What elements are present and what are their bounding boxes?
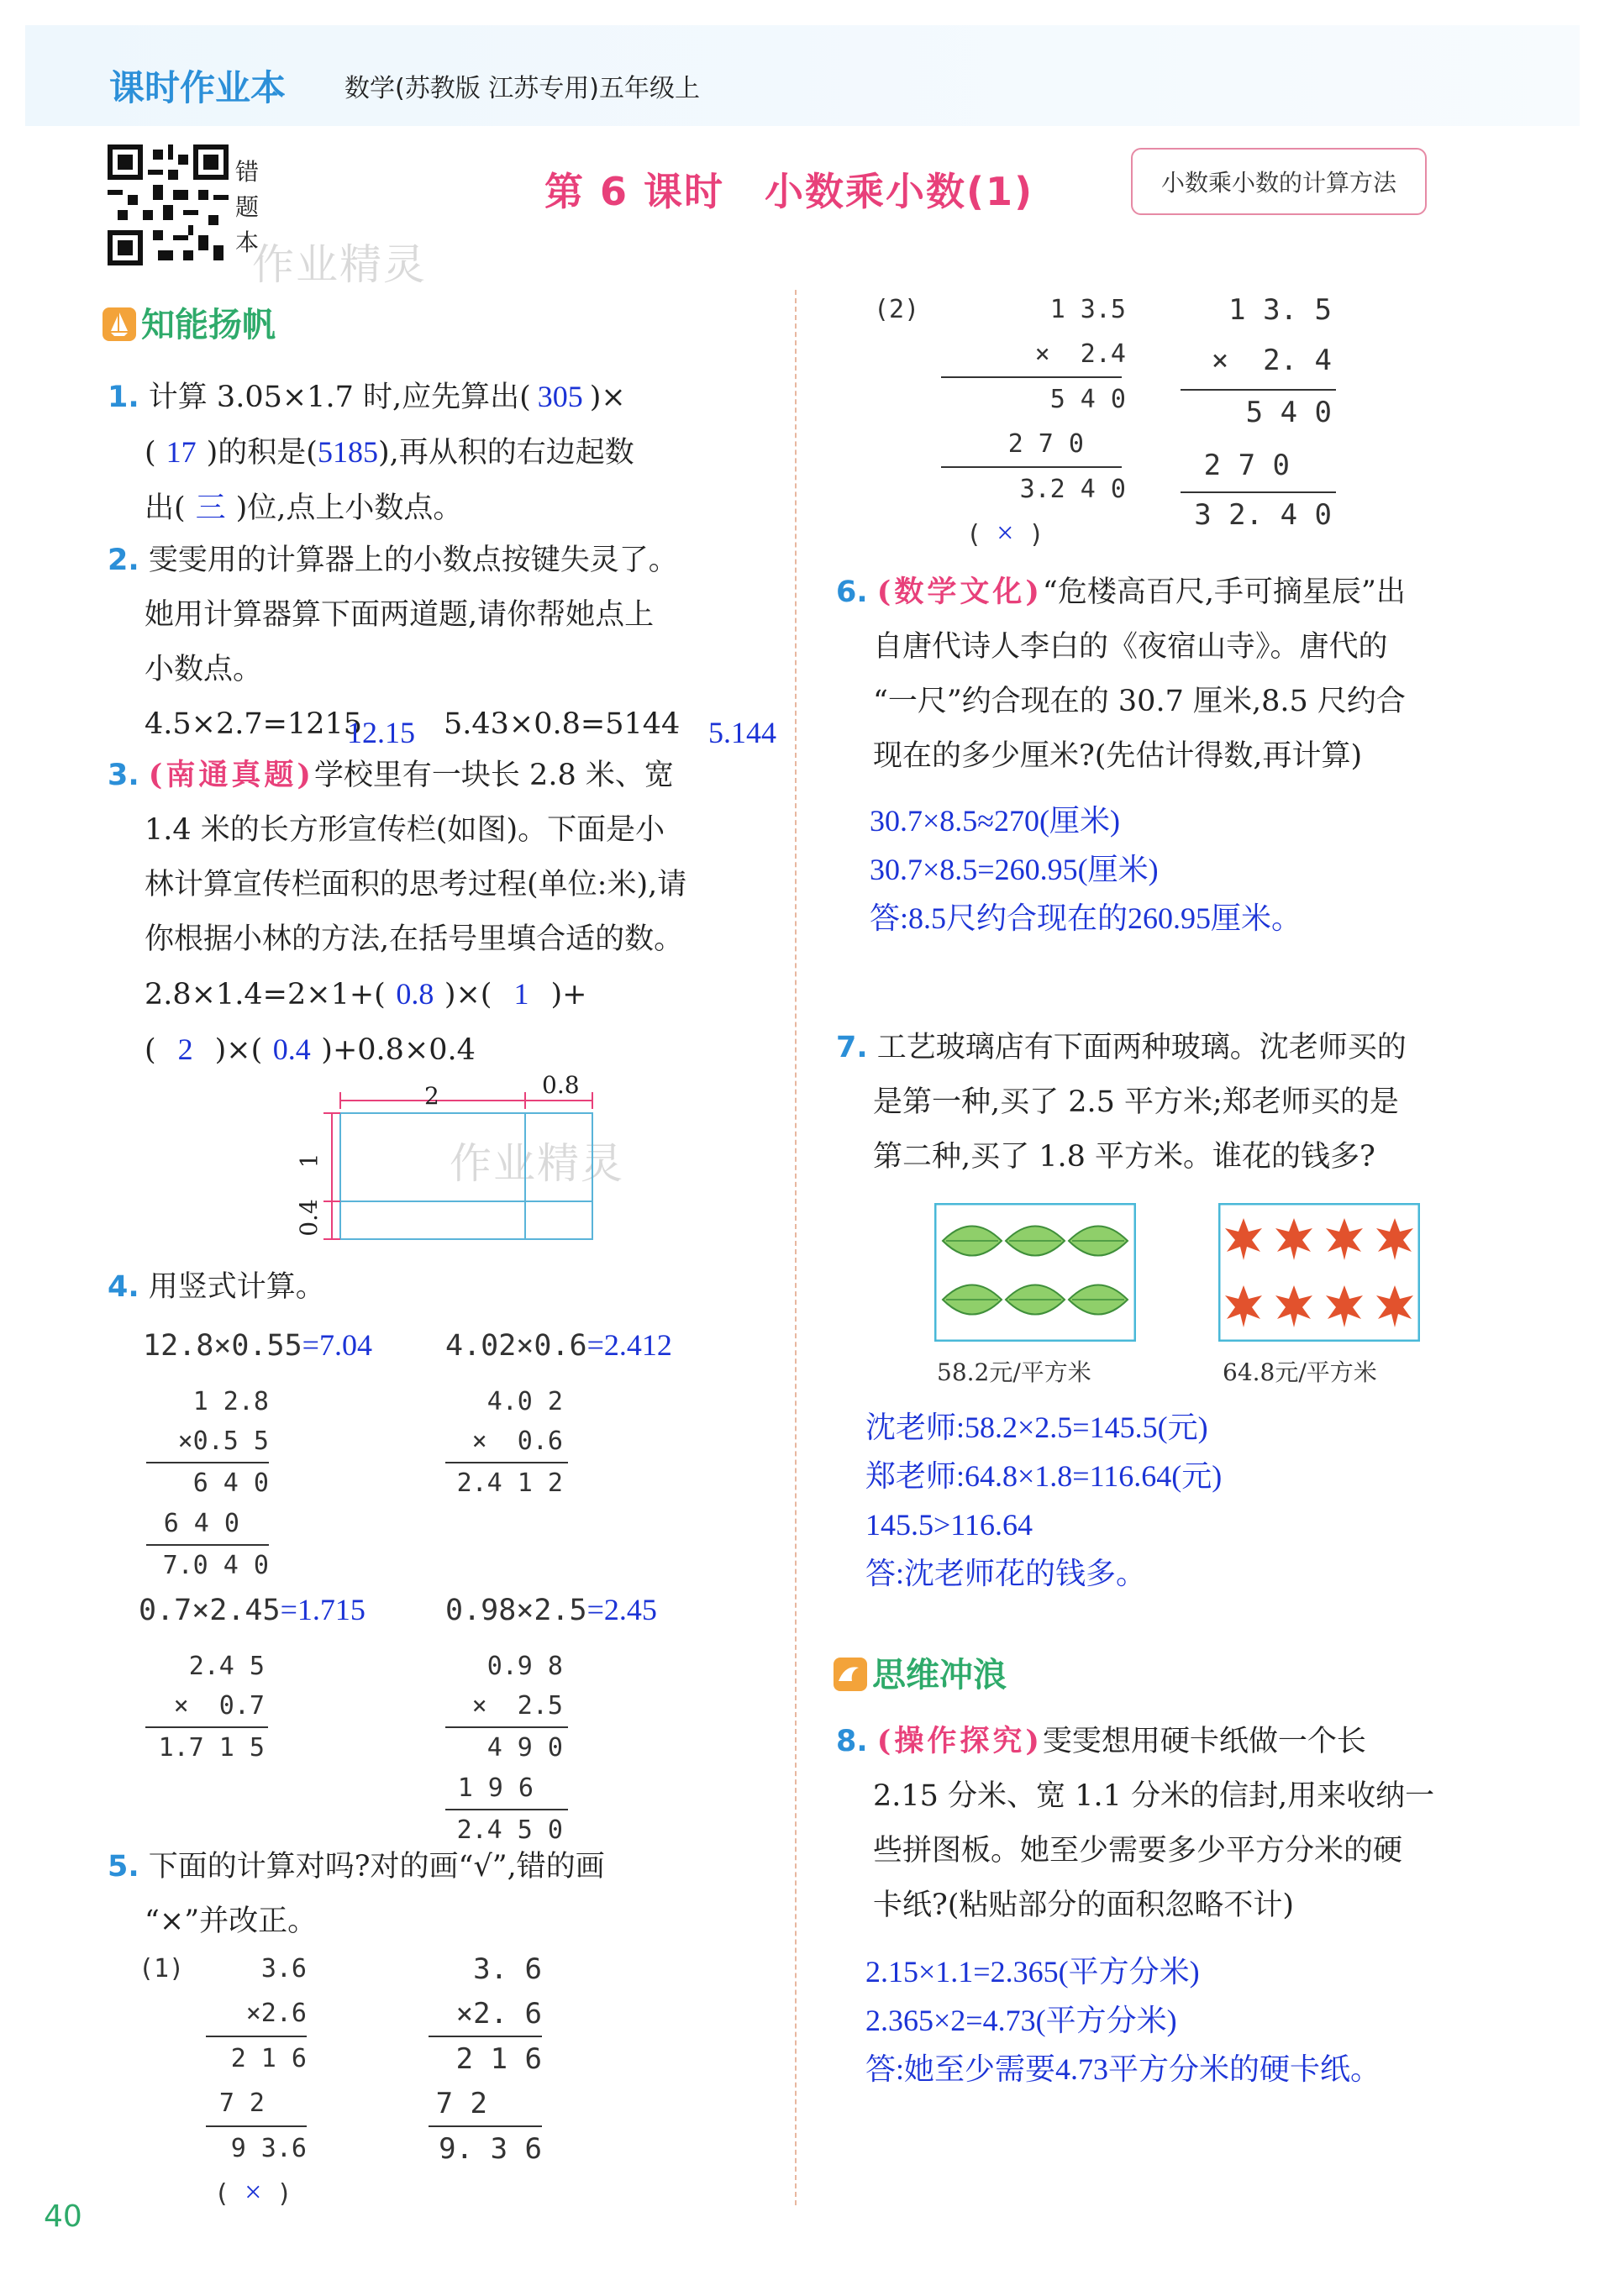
- dim-label: 0.4: [294, 1199, 323, 1237]
- vertical-calc: 4.02×0.6=2.412 4.0 2 × 0.6 2.4 1 2: [445, 1328, 672, 1498]
- qr-code[interactable]: [108, 144, 229, 269]
- answer-block: 2.15×1.1=2.365(平方分米) 2.365×2=4.73(平方分米) 答:她至少需要4.73平方分米的硬卡纸。: [865, 1955, 1381, 2086]
- answer-text: =2.412: [586, 1328, 672, 1362]
- dim-label: 1: [295, 1153, 323, 1169]
- price-label: 58.2元/平方米: [937, 1358, 1091, 1386]
- question-1: 1. 计算 3.05×1.7 时,应先算出( 305 )× ( 17 )的积是(5185),再从积的右边起数 出( 三 )位,点上小数点。: [108, 370, 780, 536]
- answer-text: =7.04: [302, 1328, 372, 1362]
- answer-blank: 5185: [317, 435, 378, 469]
- lesson-title: 第 6 课时 小数乘小数(1): [544, 169, 1034, 214]
- book-subtitle: 数学(苏教版 江苏专用)五年级上: [344, 74, 700, 103]
- question-tag: (操作探究): [876, 1724, 1043, 1758]
- dim-label: 2: [424, 1082, 439, 1110]
- answer-blank: 0.4: [272, 1032, 311, 1066]
- topic-tag: 小数乘小数的计算方法: [1131, 148, 1427, 215]
- qr-label: 错 题 本: [235, 158, 260, 256]
- vertical-calc: (1) 3.6 ×2.6 2 1 6 7 2 9 3.6 ( × ): [139, 1954, 307, 2209]
- answer-blank: 三: [195, 491, 226, 524]
- answer-blank: 305: [537, 380, 583, 413]
- answer-blank: 2: [177, 1032, 193, 1066]
- vertical-calc: 12.8×0.55=7.04 1 2.8 ×0.5 5 6 4 0 6 4 0 7.0 4 0: [143, 1328, 372, 1580]
- brand-title: 课时作业本: [109, 67, 287, 108]
- column-divider: [795, 290, 797, 2205]
- vertical-calc: (2) 1 3.5 × 2.4 5 4 0 2 7 0 3.2 4 0 ( × ): [874, 295, 1126, 549]
- answer-mark: ×: [245, 2175, 262, 2209]
- question-2: 2. 雯雯用的计算器上的小数点按键失灵了。 她用计算器算下面两道题,请你帮她点上 小数点。 4.5×2.7=1215 12.15 5.43×0.8=5144 5.144: [108, 533, 780, 752]
- section-heading: 思维冲浪: [834, 1648, 1007, 1696]
- answer-block: 30.7×8.5≈270(厘米) 30.7×8.5=260.95(厘米) 答:8.5尺约合现在的260.95厘米。: [870, 804, 1302, 935]
- vertical-calc: 0.98×2.5=2.45 0.9 8 × 2.5 4 9 0 1 9 6 2.4 5 0: [445, 1593, 657, 1845]
- question-5: 5. 下面的计算对吗?对的画“√”,错的画 “×”并改正。: [108, 1850, 605, 1938]
- answer-text: =2.45: [586, 1593, 657, 1626]
- answer-blank: 0.8: [396, 977, 434, 1011]
- glass-type-2-image: [1218, 1203, 1420, 1345]
- question-4: 4. 用竖式计算。: [108, 1270, 325, 1304]
- question-6: 6. (数学文化)“危楼高百尺,手可摘星辰”出 自唐代诗人李白的《夜宿山寺》。唐代的 “一尺”约合现在的 30.7 厘米,8.5 尺约合 现在的多少厘米?(先估计得数,再计算): [836, 575, 1406, 773]
- question-8: 8. (操作探究)雯雯想用硬卡纸做一个长 2.15 分米、宽 1.1 分米的信封,用来收纳一 些拼图板。她至少需要多少平方分米的硬 卡纸?(粘贴部分的面积忽略不计): [836, 1724, 1435, 1922]
- answer-text: 5.144: [708, 716, 776, 749]
- question-3: 3. (南通真题)学校里有一块长 2.8 米、宽 1.4 米的长方形宣传栏(如图)。下面是小 林计算宣传栏面积的思考过程(单位:米),请 你根据小林的方法,在括号里填合适的数。 2.8×1.4=2×1+( 0.8 )×( 1 )+ ( 2 )×( 0.4 )+0.8×0.4: [108, 748, 780, 1078]
- watermark: 作业精灵: [252, 240, 427, 289]
- sailboat-icon: [103, 307, 136, 341]
- correction-calc: 3. 6 ×2. 6 2 1 6 7 2 9. 3 6: [429, 1949, 597, 2201]
- page-number: 40: [44, 2199, 82, 2234]
- answer-mark: ×: [997, 516, 1014, 549]
- answer-block: 沈老师:58.2×2.5=145.5(元) 郑老师:64.8×1.8=116.64(元) 145.5>116.64 答:沈老师花的钱多。: [865, 1411, 1223, 1590]
- section-heading: 知能扬帆: [103, 298, 276, 346]
- vertical-calc: 0.7×2.45=1.715 2.4 5 × 0.7 1.7 1 5: [139, 1593, 366, 1763]
- dim-label: 0.8: [542, 1071, 580, 1099]
- answer-blank: 1: [513, 977, 529, 1011]
- question-7: 7. 工艺玻璃店有下面两种玻璃。沈老师买的 是第一种,买了 2.5 平方米;郑老师买的是 第二种,买了 1.8 平方米。谁花的钱多?: [836, 1031, 1407, 1174]
- watermark-figure: 作业精灵: [450, 1139, 624, 1188]
- question-tag: (数学文化): [876, 575, 1043, 609]
- question-tag: (南通真题): [148, 758, 314, 792]
- price-label: 64.8元/平方米: [1223, 1358, 1377, 1386]
- answer-text: =1.715: [280, 1593, 366, 1626]
- answer-blank: 17: [166, 435, 197, 469]
- wave-icon: [834, 1658, 867, 1691]
- bulletin-board-figure: [294, 1067, 609, 1252]
- glass-type-1-image: [934, 1203, 1136, 1345]
- correction-calc: 1 3. 5 × 2. 4 5 4 0 2 7 0 3 2. 4 0: [1181, 290, 1365, 542]
- answer-text: 12.15: [347, 716, 415, 749]
